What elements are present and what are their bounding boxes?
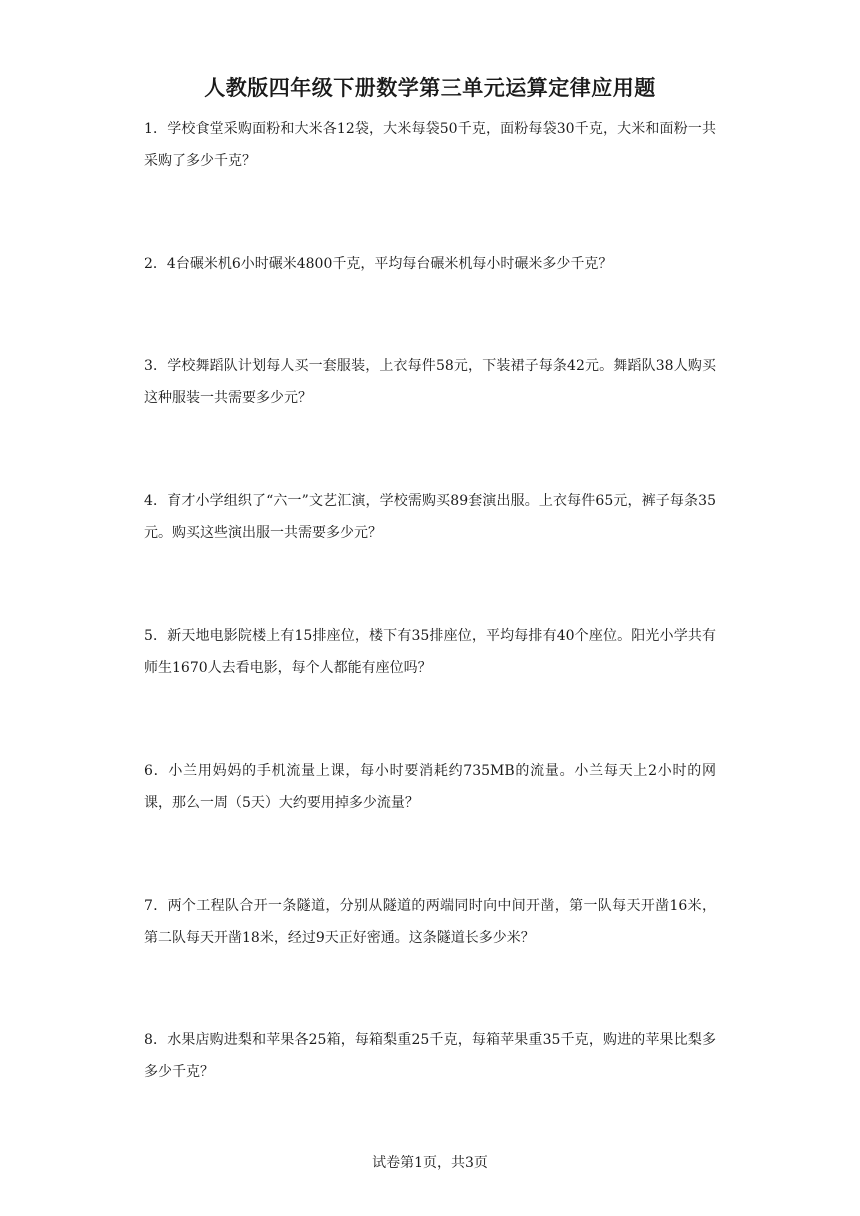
question-number: 8． — [144, 1032, 168, 1048]
page-title: 人教版四年级下册数学第三单元运算定律应用题 — [204, 76, 656, 100]
question-text: 两个工程队合开一条隧道，分别从隧道的两端同时向中间开凿，第一队每天开凿16米，第二队每天开凿18米，经过9天正好密通。这条隧道长多少米？ — [144, 898, 716, 946]
question-number: 2． — [144, 256, 167, 272]
question-3 — [144, 350, 716, 414]
question-number: 3． — [144, 358, 168, 374]
question-number: 5． — [144, 628, 168, 644]
question-number: 4． — [144, 493, 168, 509]
question-number: 1． — [144, 121, 168, 137]
question-text: 学校舞蹈队计划每人买一套服装，上衣每件58元，下装裙子每条42元。舞蹈队38人购买这种服装一共需要多少元？ — [144, 358, 716, 406]
question-text: 新天地电影院楼上有15排座位，楼下有35排座位，平均每排有40个座位。阳光小学共有师生1670人去看电影，每个人都能有座位吗？ — [144, 628, 716, 676]
question-text: 4台碾米机6小时碾米4800千克，平均每台碾米机每小时碾米多少千克？ — [166, 256, 613, 272]
question-4 — [144, 485, 716, 549]
question-1 — [144, 113, 716, 177]
question-text: 水果店购进梨和苹果各25箱，每箱梨重25千克，每箱苹果重35千克，购进的苹果比梨多多少千克？ — [144, 1032, 716, 1080]
question-5 — [144, 620, 716, 684]
page-footer: 试卷第1页，共3页 — [372, 1155, 488, 1171]
question-text: 育才小学组织了“六一”文艺汇演，学校需购买89套演出服。上衣每件65元，裤子每条35元。购买这些演出服一共需要多少元？ — [144, 493, 716, 541]
question-text: 学校食堂采购面粉和大米各12袋，大米每袋50千克，面粉每袋30千克，大米和面粉一共采购了多少千克？ — [144, 121, 716, 169]
question-text: 小兰用妈妈的手机流量上课，每小时要消耗约735MB的流量。小兰每天上2小时的网课，那么一周（5天）大约要用掉多少流量？ — [144, 763, 716, 811]
question-number: 7． — [144, 898, 168, 914]
question-7 — [144, 890, 716, 954]
question-2 — [144, 248, 716, 280]
question-number: 6． — [144, 763, 169, 779]
question-8 — [144, 1024, 716, 1088]
question-6 — [144, 755, 716, 819]
